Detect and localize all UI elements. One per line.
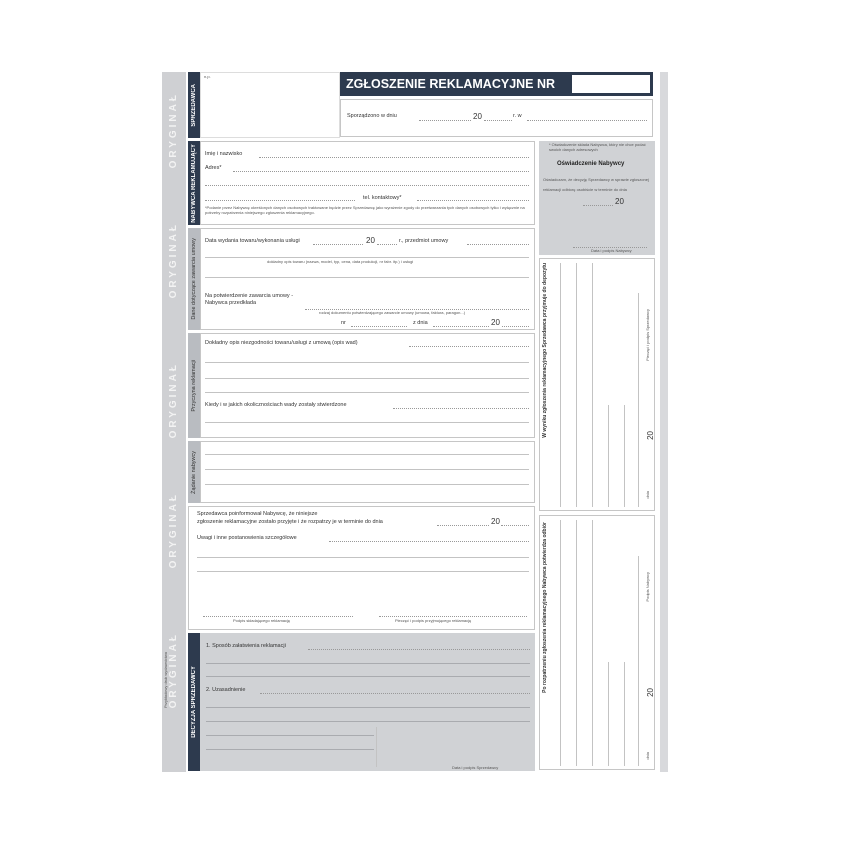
defect-line[interactable] — [205, 362, 529, 363]
receipt-signature-label: Podpis Nabywcy — [645, 572, 650, 602]
justification-line[interactable] — [206, 707, 530, 708]
column-line — [576, 520, 577, 766]
defect-field[interactable] — [409, 346, 529, 347]
statement-title: Oświadczenie Nabywcy — [557, 161, 625, 167]
buyer-statement — [539, 141, 655, 255]
address-field[interactable] — [233, 171, 529, 172]
receipt-year: 20 — [646, 688, 655, 697]
demand-line[interactable] — [205, 469, 529, 470]
footnote: *Podanie przez Nabywcę określonych danych osobowych traktowane będzie przez Sprzedawcę jako wyrażenie zgody do przetwarzania tych danych osobowych tylko i wyłącznie na potrzeby rozpatrzenia niniejszego zgłoszenia reklamacyjnego. — [205, 205, 525, 215]
imie-label: Imię i nazwisko — [205, 151, 243, 157]
reason-section — [200, 333, 535, 438]
address-field-2[interactable] — [205, 185, 529, 186]
sidebar-decyzja: DECYZJA SPRZEDAWCY — [188, 633, 200, 771]
remarks-line[interactable] — [197, 557, 529, 558]
receipt-section — [539, 515, 655, 770]
sidebar-dane: Dane dotyczące zawarcia umowy — [188, 228, 200, 330]
tel-label: tel. kontaktowy* — [363, 195, 402, 201]
signature-line-right[interactable] — [379, 616, 527, 617]
demand-line[interactable] — [205, 484, 529, 485]
opis-hint: dokładny opis towaru (nazwa, model, typ, cena, data produkcji, nr fabr. itp.) i usługi — [267, 259, 414, 264]
info-line2: zgłoszenie reklamacyjne zostało przyjęte i że rozpatrzy je w terminie do dnia — [197, 519, 383, 525]
method-line[interactable] — [206, 676, 530, 677]
watermark-text: ORYGINAŁ — [168, 632, 179, 709]
seller-stamp-area — [200, 72, 340, 138]
statement-note: * Oświadczenie składa Nabywca, który nie chce podać swoich danych adresowych — [549, 142, 646, 152]
demand-section — [200, 441, 535, 503]
doc-year-field[interactable] — [502, 326, 529, 327]
column-line — [560, 263, 561, 507]
defect-line[interactable] — [205, 378, 529, 379]
form-number-field[interactable] — [572, 75, 650, 93]
watermark-text: ORYGINAŁ — [168, 222, 179, 299]
info-line1: Sprzedawca poinformował Nabywcę, że niniejsze — [197, 511, 318, 517]
opis-wad-label: Dokładny opis niezgodności towaru/usługi z umową (opis wad) — [205, 340, 358, 346]
dokument-hint: rodzaj dokumentu potwierdzającego zawarcie umowy (umowa, faktura, paragon...) — [319, 310, 466, 315]
when-field[interactable] — [393, 408, 529, 409]
publisher-note: Przykładowy druk wydawnictwa — [163, 652, 168, 709]
column-line — [608, 662, 609, 766]
title-bar — [340, 72, 653, 96]
justification-line[interactable] — [206, 735, 374, 736]
statement-signature-label: Data i podpis Nabywcy — [591, 248, 632, 253]
buyer-section — [200, 141, 535, 225]
column-line — [592, 520, 593, 766]
column-line — [624, 405, 625, 507]
doc-number-field[interactable] — [351, 326, 407, 327]
form-title: ZGŁOSZENIE REKLAMACYJNE NR — [346, 77, 556, 91]
signature-line-left[interactable] — [203, 616, 353, 617]
deposit-signature-label: Pieczęć i podpis Sprzedawcy — [645, 309, 650, 361]
uzasadnienie-label: 2. Uzasadnienie — [206, 687, 246, 693]
sidebar-przyczyna: Przyczyna reklamacji — [188, 333, 200, 438]
date-field[interactable] — [419, 120, 471, 121]
watermark-text: ORYGINAŁ — [168, 492, 179, 569]
przedmiot-label: r., przedmiot umowy — [399, 238, 449, 244]
defect-line[interactable] — [205, 392, 529, 393]
uwagi-label: Uwagi i inne postanowienia szczegółowe — [197, 535, 297, 541]
sidebar-sprzedawca: SPRZEDAWCA — [188, 72, 200, 138]
acceptance-section — [188, 506, 535, 630]
right-edge-strip — [660, 72, 668, 772]
name-field[interactable] — [259, 157, 529, 158]
watermark-strip — [162, 72, 186, 772]
column-line — [624, 662, 625, 766]
pickup-date-field[interactable] — [583, 205, 613, 206]
sidebar-nabywca: NABYWCA REKLAMUJĄCY — [188, 141, 200, 225]
deposit-date-label: dnia — [645, 491, 650, 499]
z-dnia-label: z dnia — [413, 320, 428, 326]
remarks-line[interactable] — [197, 571, 529, 572]
method-field[interactable] — [308, 649, 530, 650]
adres-label: Adres* — [205, 165, 222, 171]
seller-signature-label: Data i podpis Sprzedawcy — [452, 765, 499, 770]
sporzadzono-label: Sporządzono w dniu — [347, 113, 397, 119]
year-prefix: 20 — [473, 112, 482, 121]
column-line — [560, 520, 561, 766]
date-box — [340, 99, 653, 137]
deposit-label: W wyniku zgłoszenia reklamacyjnego Sprzedawca przyjmuje do depozytu — [542, 263, 548, 438]
nr-label: nr — [341, 320, 346, 326]
when-line[interactable] — [205, 422, 529, 423]
potwierdzenie-label: Na potwierdzenie zawarcia umowy - Nabywca przedkłada — [205, 293, 294, 306]
year-prefix: 20 — [366, 236, 375, 245]
deposit-section — [539, 258, 655, 511]
decision-section — [200, 633, 535, 771]
contract-section — [200, 228, 535, 330]
column-line — [638, 293, 639, 507]
sidebar-zadanie: Żądanie nabywcy — [188, 441, 200, 503]
year-prefix: 20 — [615, 197, 624, 206]
sig-right-label: Pieczęć i podpis przyjmującego reklamację — [395, 618, 472, 623]
watermark-text: ORYGINAŁ — [168, 92, 179, 169]
deposit-year: 20 — [646, 431, 655, 440]
subject-field[interactable] — [467, 244, 529, 245]
desc-line[interactable] — [205, 257, 529, 258]
phone-field[interactable] — [417, 200, 529, 201]
issue-year-field[interactable] — [377, 244, 397, 245]
column-line — [608, 405, 609, 507]
receipt-label: Po rozpatrzeniu zgłoszenia reklamacyjnego Nabywca potwierdza odbiór — [542, 522, 548, 693]
place-field[interactable] — [527, 120, 647, 121]
rw-label: r. w — [513, 113, 522, 119]
statement-text: Oświadczam, że decyzję Sprzedawcy w sprawie zgłoszonej reklamacji odbiorę osobiście w terminie do dnia — [543, 177, 649, 192]
address-field-3[interactable] — [205, 200, 355, 201]
justification-line[interactable] — [206, 721, 530, 722]
stamp-divider — [376, 727, 377, 767]
column-line — [592, 263, 593, 507]
sposob-label: 1. Sposób załatwienia reklamacji — [206, 643, 286, 649]
deadline-field[interactable] — [437, 525, 489, 526]
doc-date-field[interactable] — [433, 326, 489, 327]
method-line[interactable] — [206, 663, 530, 664]
watermark-text: ORYGINAŁ — [168, 362, 179, 439]
justification-line[interactable] — [206, 749, 374, 750]
issue-date-field[interactable] — [313, 244, 363, 245]
desc-line-2[interactable] — [205, 277, 529, 278]
demand-line[interactable] — [205, 454, 529, 455]
column-line — [576, 263, 577, 507]
deadline-year-field[interactable] — [501, 525, 529, 526]
receipt-date-label: dnia — [645, 752, 650, 760]
sig-left-label: Podpis składającego reklamację — [233, 618, 291, 623]
np-label: n.p. — [204, 74, 211, 79]
kiedy-label: Kiedy i w jakich okolicznościach wady zostały stwierdzone — [205, 402, 347, 408]
column-line — [638, 556, 639, 766]
remarks-field[interactable] — [329, 541, 529, 542]
data-wydania-label: Data wydania towaru/wykonania usługi — [205, 238, 300, 244]
year-field[interactable] — [484, 120, 512, 121]
year-prefix: 20 — [491, 517, 500, 526]
justification-field[interactable] — [260, 693, 530, 694]
year-prefix: 20 — [491, 318, 500, 327]
